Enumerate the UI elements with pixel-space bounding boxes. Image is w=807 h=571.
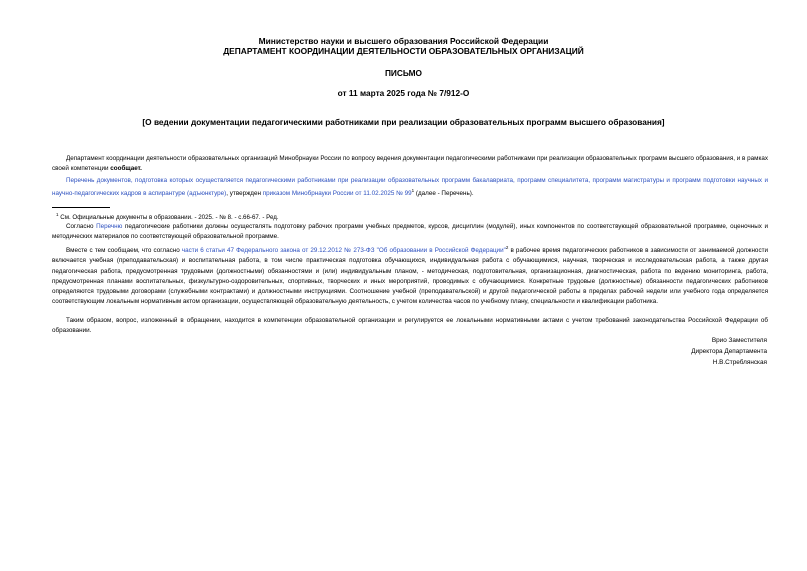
p3-pre: Согласно: [66, 223, 97, 230]
footnote-ref-2[interactable]: 2: [505, 245, 509, 250]
footnote-mark: 1: [56, 212, 59, 217]
p2-mid: , утвержден: [226, 190, 263, 198]
law-link[interactable]: части 6 статьи 47 Федерального закона от 29.12.2012 № 273-ФЗ "Об образовании в Российской Федерации": [181, 247, 506, 255]
p1-bold: сообщает.: [110, 165, 142, 173]
paragraph-1: [52, 154, 768, 174]
p4-pre: Вместе с тем сообщаем, что согласно: [66, 247, 182, 255]
document-date-number: от 11 марта 2025 года № 7/912-О: [337, 88, 470, 98]
p2-tail: (далее - Перечень).: [414, 190, 474, 198]
signature-name: Н.В.Стреблянская: [712, 359, 767, 366]
signature-line-2: Директора Департамента: [691, 348, 767, 355]
p1-text: Департамент координации деятельности образовательных организаций Минобрнауки России по вопросу ведения документации педагогическими работниками при реализации образовательных программ высшего образования, и в рамках своей компетенции: [52, 155, 768, 173]
ministry-name: Министерство науки и высшего образования Российской Федерации: [258, 36, 549, 46]
footnote: [56, 210, 279, 222]
p4-text: в рабочее время педагогических работников в зависимости от занимаемой должности включается учебная (преподавательская) и воспитательная работа, в том числе практическая подготовка обучающихся, индивидуальная работа с обучающимися, научная, творческая и исследовательская работа, а также другая педагогическая работа, предусмотренная трудовыми (должностными) обязанностями и (или) индивидуальным планом, - методическая, подготовительная, организационная, диагностическая, работа по ведению мониторинга, работа, предусмотренная планами воспитательных, физкультурно-оздоровительных, спортивных, творческих и иных мероприятий, проводимых с обучающимися. Конкретные трудовые (должностные) обязанности педагогических работников определяются трудовыми договорами (служебными контрактами) и должностными инструкциями. Соотношение учебной (преподавательской) и другой педагогической работы в пределах рабочей недели или учебного года определяется соответствующим локальным нормативным актом организации, осуществляющей образовательную деятельность, с учетом количества часов по учебному плану, специальности и квалификации работника.: [52, 247, 768, 306]
department-name: ДЕПАРТАМЕНТ КООРДИНАЦИИ ДЕЯТЕЛЬНОСТИ ОБРАЗОВАТЕЛЬНЫХ ОРГАНИЗАЦИЙ: [223, 46, 584, 56]
footnote-divider: [52, 207, 110, 208]
order-link[interactable]: приказом Минобрнауки России от 11.02.2025 № 99: [262, 190, 412, 198]
footnote-ref[interactable]: 1: [411, 188, 415, 194]
signature-line-1: Врио Заместителя: [711, 337, 767, 344]
paragraph-5: [52, 316, 768, 336]
document-subject: [О ведении документации педагогическими работниками при реализации образовательных программ высшего образования]: [142, 117, 665, 127]
signature-block: [691, 335, 767, 368]
paragraph-4: [52, 243, 768, 307]
perechen-link[interactable]: Перечень документов, подготовка которых осуществляется педагогическими работниками при реализации образовательных программ бакалавриата, программ специалитета, программ магистратуры и программ подготовки научных и научно-педагогических кадров в аспирантуре (адъюнктуре): [52, 177, 768, 198]
p3-text: педагогические работники должны осуществлять подготовку рабочих программ учебных предметов, курсов, дисциплин (модулей), иных компонентов по соответствующей образовательной программе, оценочных и методических материалов по соответствующей образовательной программе.: [52, 223, 768, 241]
p5-text: Таким образом, вопрос, изложенный в обращении, находится в компетенции образовательной организации и регулируется ее локальными нормативными актами с учетом требований законодательства Российской Федерации об образовании.: [52, 317, 768, 335]
perechen-link-2[interactable]: Перечню: [96, 223, 123, 230]
paragraph-2: [52, 176, 768, 200]
document-type: ПИСЬМО: [384, 68, 423, 78]
footnote-text: См. Официальные документы в образовании. - 2025. - № 8. - с.66-67. - Ред.: [58, 214, 279, 222]
paragraph-3: [52, 222, 768, 242]
